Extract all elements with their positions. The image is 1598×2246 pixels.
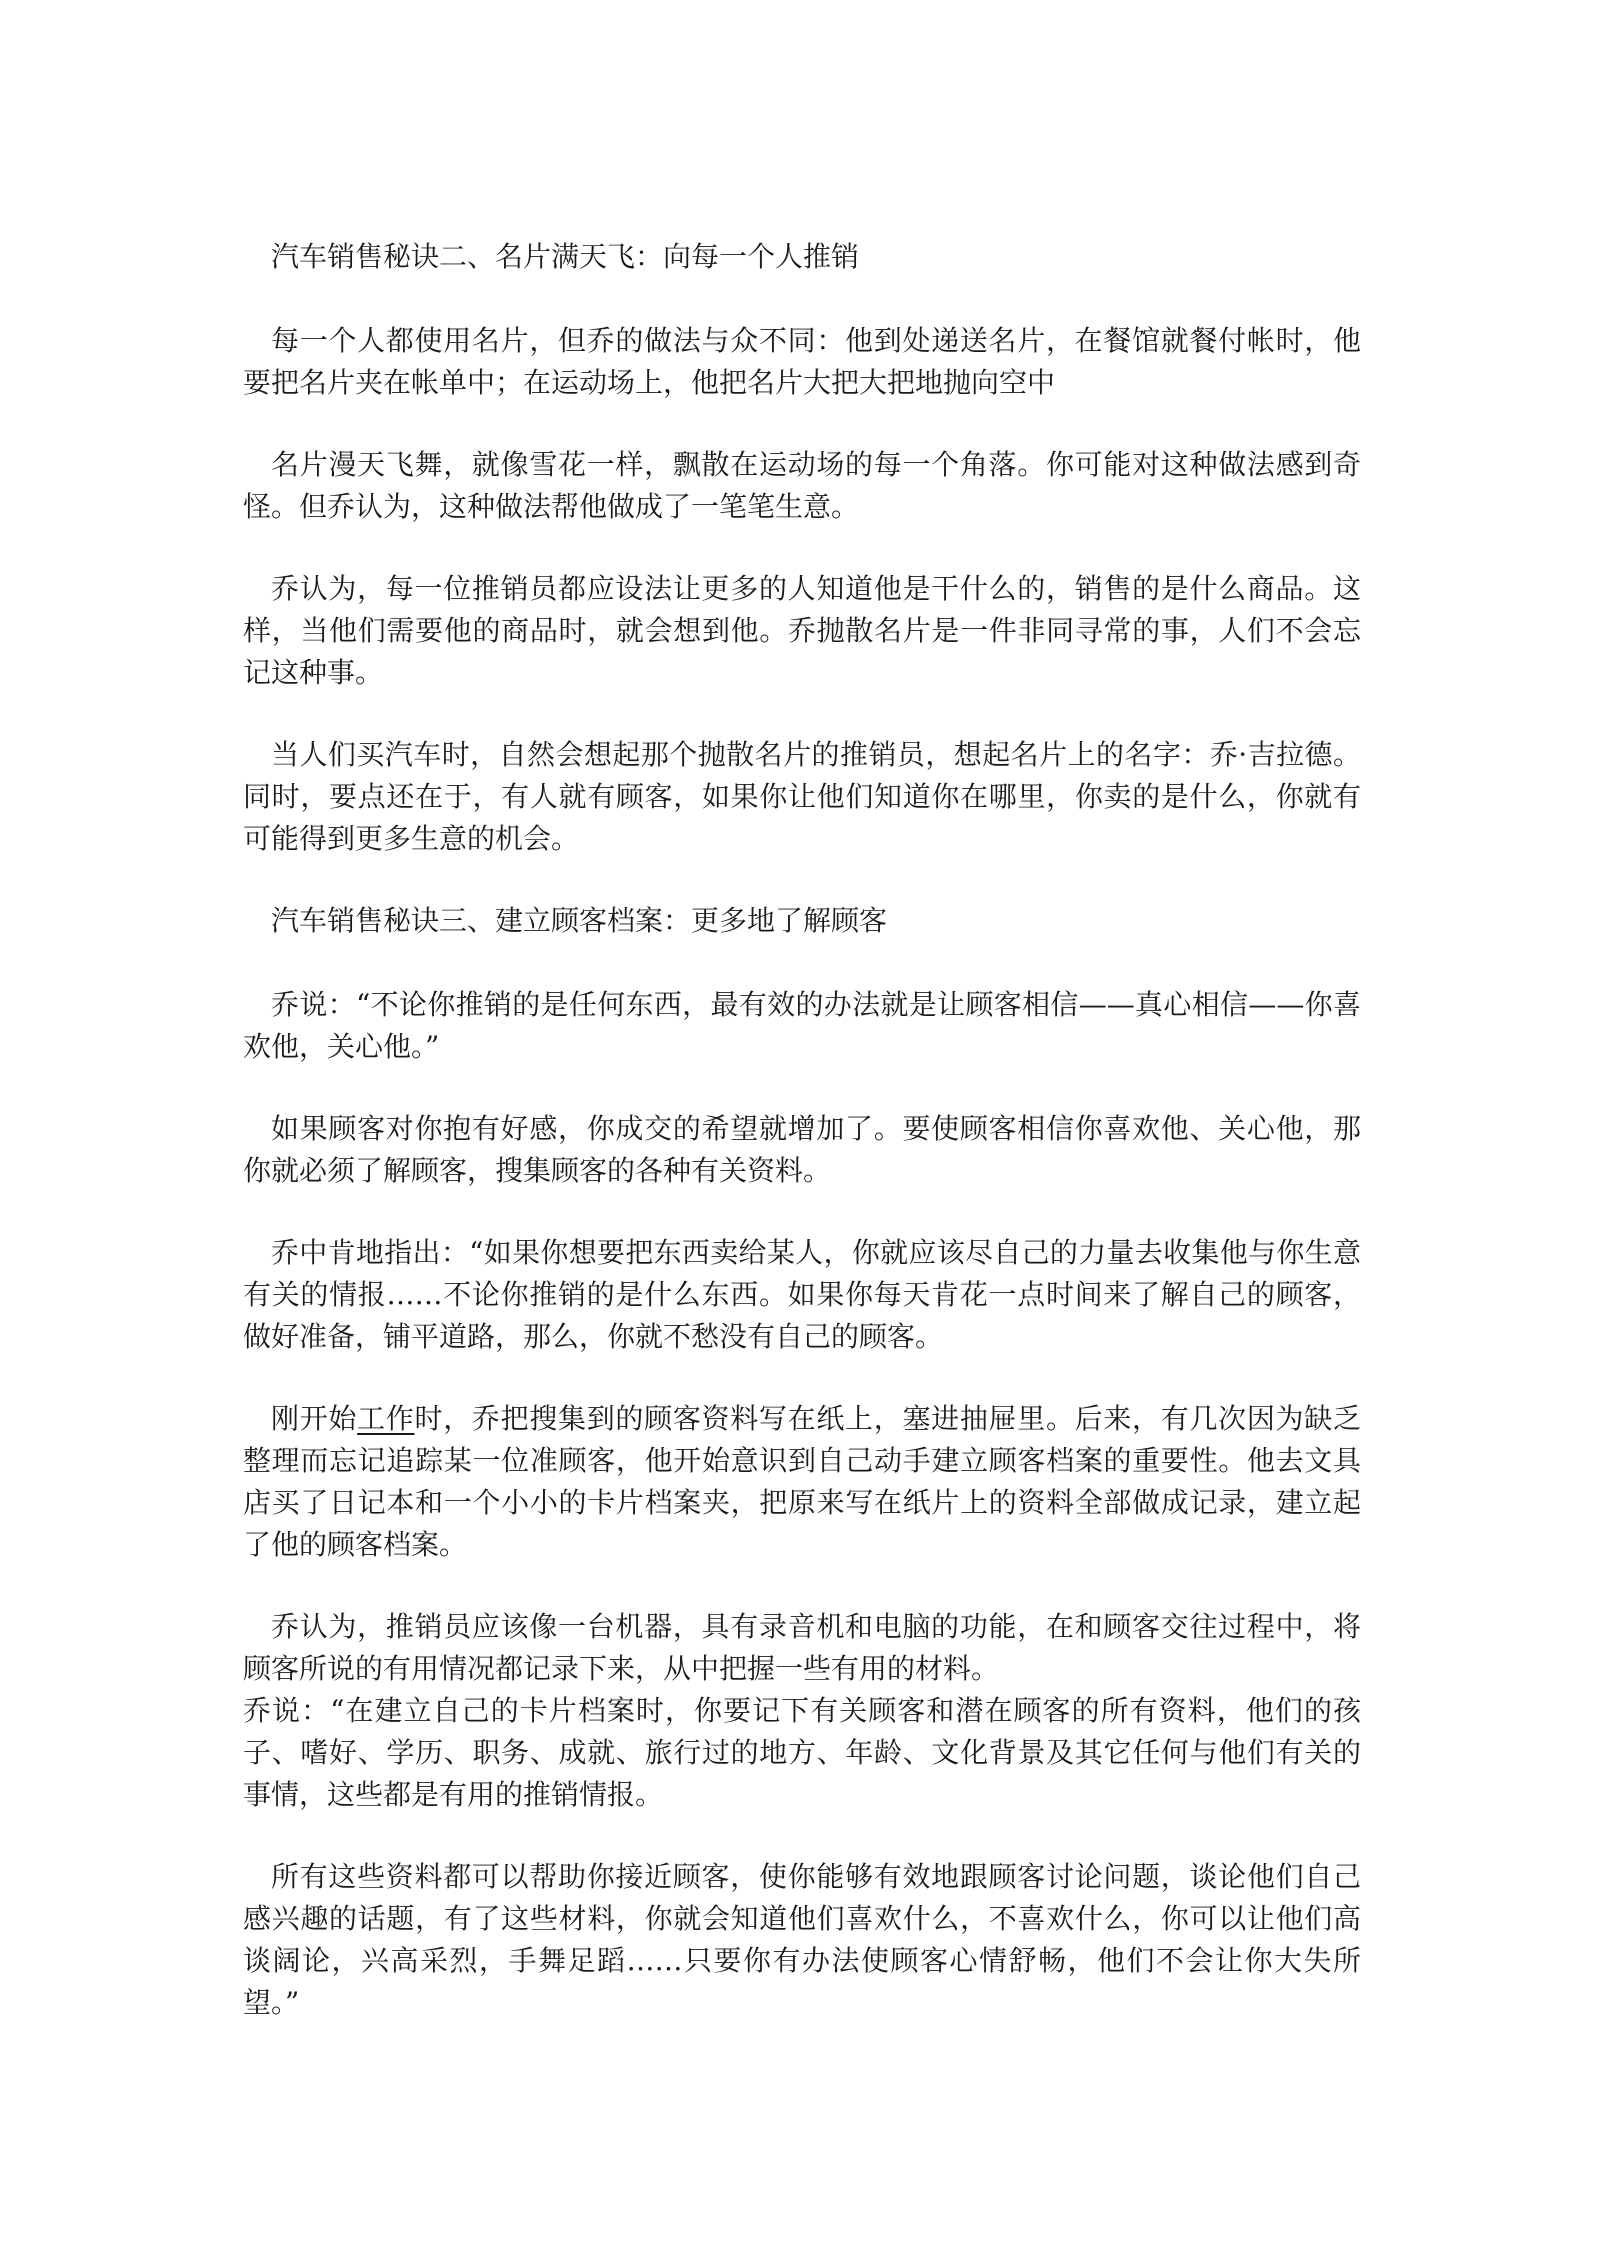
paragraph-collect-info: 乔中肯地指出：“如果你想要把东西卖给某人，你就应该尽自己的力量去收集他与你生意有关的情报……不论你推销的是什么东西。如果你每天肯花一点时间来了解自己的顾客，做好准备，铺平道路，那么，你就不愁没有自己的顾客。 [243,1236,1361,1353]
document-body [243,236,1361,2064]
section-heading-secret-two: 汽车销售秘诀二、名片满天飞：向每一个人推销 [271,240,860,273]
paragraph-approach-customers: 所有这些资料都可以帮助你接近顾客，使你能够有效地跟顾客讨论问题，谈论他们自己感兴趣的话题，有了这些材料，你就会知道他们喜欢什么，不喜欢什么，你可以让他们高谈阔论，兴高采烈，手舞足蹈……只要你有办法使顾客心情舒畅，他们不会让你大失所望。” [243,1860,1361,2019]
paragraph-build-archive-start: 刚开始 [271,1402,358,1435]
work-link[interactable]: 工作 [357,1402,415,1435]
paragraph-card-archive-quote: 乔说：“在建立自己的卡片档案时，你要记下有关顾客和潜在顾客的所有资料，他们的孩子、嗜好、学历、职务、成就、旅行过的地方、年龄、文化背景及其它任何与他们有关的事情，这些都是有用的推销情报。 [243,1694,1361,1811]
paragraph-goodwill: 如果顾客对你抱有好感，你成交的希望就增加了。要使顾客相信你喜欢他、关心他，那你就必须了解顾客，搜集顾客的各种有关资料。 [243,1112,1361,1187]
paragraph-salesperson-visibility: 乔认为，每一位推销员都应设法让更多的人知道他是干什么的，销售的是什么商品。这样，当他们需要他的商品时，就会想到他。乔抛散名片是一件非同寻常的事，人们不会忘记这种事。 [243,572,1361,689]
paragraph-cards-flying: 名片漫天飞舞，就像雪花一样，飘散在运动场的每一个角落。你可能对这种做法感到奇怪。但乔认为，这种做法帮他做成了一笔笔生意。 [243,448,1361,523]
paragraph-remember-name: 当人们买汽车时，自然会想起那个抛散名片的推销员，想起名片上的名字：乔·吉拉德。同时，要点还在于，有人就有顾客，如果你让他们知道你在哪里，你卖的是什么，你就有可能得到更多生意的机会。 [243,738,1361,855]
paragraph-like-machine: 乔认为，推销员应该像一台机器，具有录音机和电脑的功能，在和顾客交往过程中，将顾客所说的有用情况都记录下来，从中把握一些有用的材料。 [243,1610,1361,1685]
paragraph-build-archive [243,1398,1361,1566]
paragraph-quote-care: 乔说：“不论你推销的是任何东西，最有效的办法就是让顾客相信——真心相信——你喜欢他，关心他。” [243,988,1361,1063]
section-heading-secret-three: 汽车销售秘诀三、建立顾客档案：更多地了解顾客 [271,904,888,937]
paragraph-business-cards-usage: 每一个人都使用名片，但乔的做法与众不同：他到处递送名片，在餐馆就餐付帐时，他要把名片夹在帐单中；在运动场上，他把名片大把大把地抛向空中 [243,324,1361,399]
paragraph-build-archive-rest: 时，乔把搜集到的顾客资料写在纸上，塞进抽屉里。后来，有几次因为缺乏整理而忘记追踪某一位准顾客，他开始意识到自己动手建立顾客档案的重要性。他去文具店买了日记本和一个小小的卡片档案夹，把原来写在纸片上的资料全部做成记录，建立起了他的顾客档案。 [243,1402,1361,1561]
